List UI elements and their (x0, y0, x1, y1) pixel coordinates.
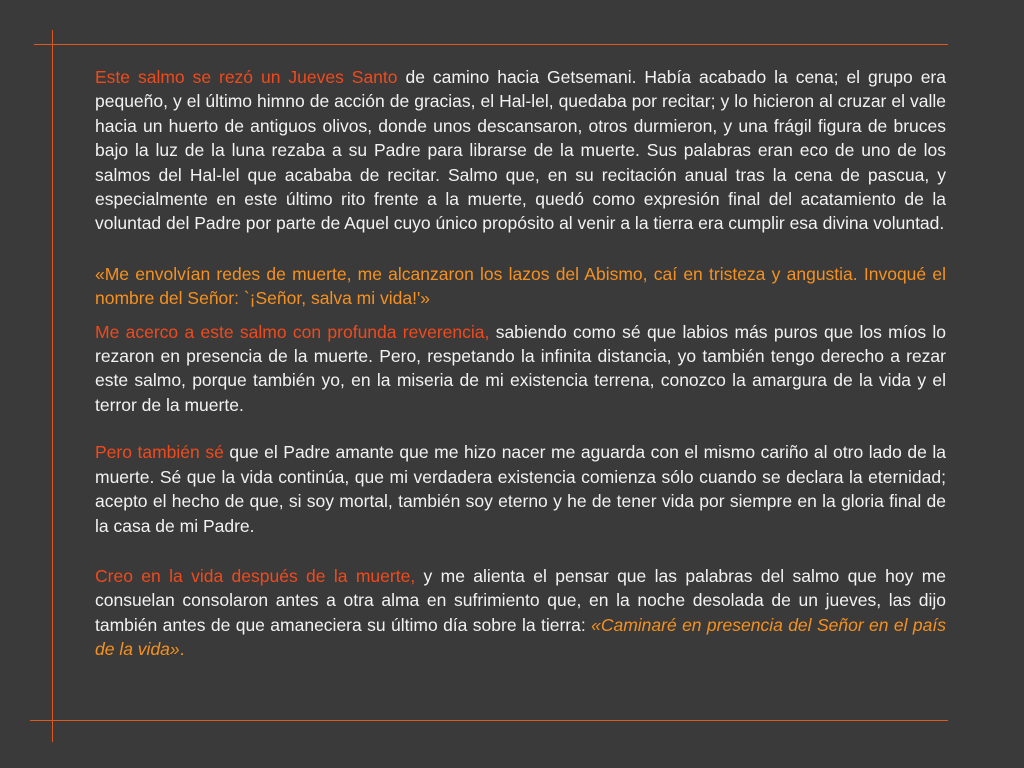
paragraph-body: que el Padre amante que me hizo nacer me aguarda con el mismo cariño al otro lado de la muerte. Sé que la vida continúa, que mi verdadera existencia comienza sólo cuando se declara la eternidad; acepto el hecho de que, si soy mortal, también soy eterno y he de tener vida por siempre en la gloria final de la casa de mi Padre. (95, 442, 946, 536)
paragraph-reverencia (95, 320, 946, 418)
paragraph-body: sabiendo como sé que labios más puros que los míos lo rezaron en presencia de la muerte. Pero, respetando la infinita distancia, yo también tengo derecho a rezar este salmo, porque también yo, en la miseria de mi existencia terrena, conozco la amargura de la vida y el terror de la muerte. (95, 321, 946, 415)
paragraph-creo (95, 564, 946, 662)
paragraph-lead: Este salmo se rezó un Jueves Santo (95, 67, 398, 87)
closing-period: . (179, 639, 185, 660)
closing-quote: «Caminaré en presencia del Señor en el país de la vida» (95, 614, 946, 660)
paragraph-body: y me alienta el pensar que las palabras del salmo que hoy me consuelan consolaron antes a otra alma en sufrimiento que, en la noche desolada de un jueves, las dijo también antes de que amaneciera su último día sobre la tierra: (95, 565, 947, 635)
paragraph-lead: Me acerco a este salmo con profunda reverencia, (95, 321, 490, 342)
text-body (95, 65, 946, 662)
paragraph-lead: Creo en la vida después de la muerte, (95, 565, 416, 586)
top-divider-line (34, 44, 948, 45)
quote-text: «Me envolvían redes de muerte, me alcanzaron los lazos del Abismo, caí en tristeza y angustia. Invoqué el nombre del Señor: `¡Señor, salva mi vida!'» (95, 263, 946, 309)
left-vertical-line (52, 30, 53, 742)
bottom-divider-line (30, 720, 948, 721)
psalm-quote (95, 262, 946, 311)
paragraph-body: de camino hacia Getsemani. Había acabado la cena; el grupo era pequeño, y el último himno de acción de gracias, el Hal-lel, quedaba por recitar; y lo hicieron al cruzar el valle hacia un huerto de antiguos olivos, donde unos descansaron, otros durmieron, y una frágil figura de bruces bajo la luz de la luna rezaba a su Padre para librarse de la muerte. Sus palabras eran eco de uno de los salmos del Hal-lel que acababa de recitar. Salmo que, en su recitación anual tras la cena de pascua, y especialmente en este último rito frente a la muerte, quedó como expresión final del acatamiento de la voluntad del Padre por parte de Aquel cuyo único propósito al venir a la tierra era cumplir esa divina voluntad. (95, 67, 946, 234)
paragraph-pero-tambien (95, 440, 946, 538)
paragraph-lead: Pero también sé (95, 442, 224, 463)
paragraph-jueves-santo (95, 65, 946, 236)
